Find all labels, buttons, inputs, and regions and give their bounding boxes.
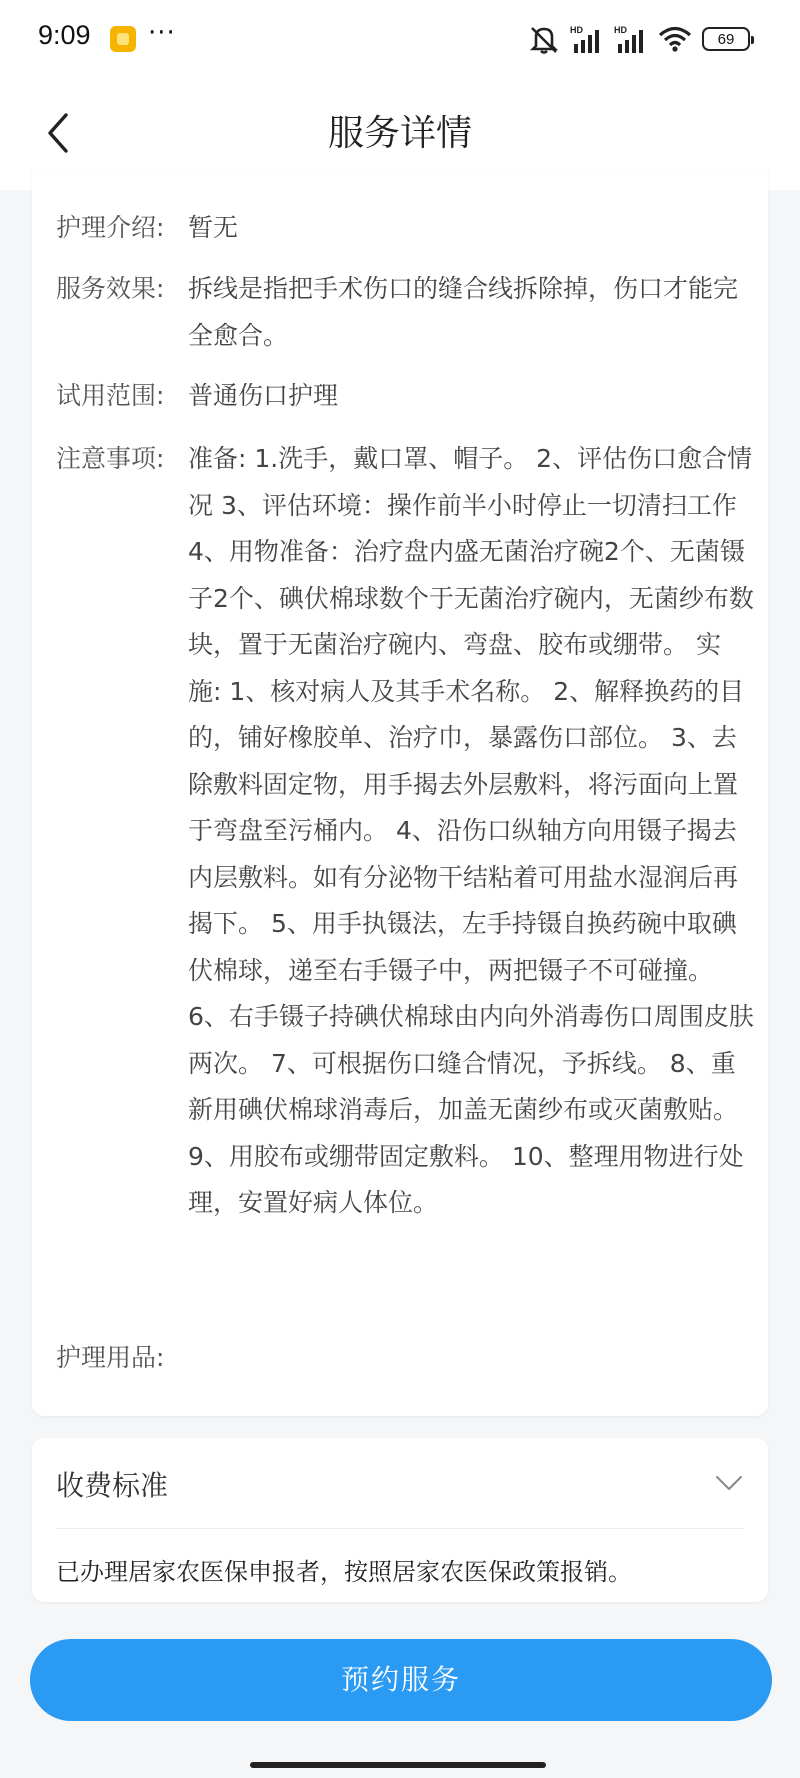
detail-label: 护理用品:: [56, 1343, 165, 1372]
page-title: 服务详情: [327, 113, 472, 154]
detail-label: 服务效果:: [56, 274, 165, 303]
hd-signal-icon: [614, 24, 648, 54]
wifi-icon: [658, 25, 692, 53]
fee-title: 收费标准: [56, 1469, 169, 1502]
status-bar: [0, 0, 800, 78]
notes-app-icon: [110, 26, 136, 52]
hd-signal-icon: [570, 24, 604, 54]
detail-value: 拆线是指把手术伤口的缝合线拆除掉，伤口才能完全愈合。: [188, 274, 739, 350]
hd-badge: HD: [614, 25, 627, 35]
detail-label: 试用范围:: [56, 381, 165, 410]
hd-badge: HD: [570, 25, 583, 35]
chevron-down-icon[interactable]: [714, 1468, 744, 1498]
battery-level: 69: [717, 30, 735, 48]
fee-header[interactable]: [56, 1438, 744, 1529]
detail-label: 注意事项:: [56, 444, 165, 473]
home-indicator[interactable]: [250, 1762, 546, 1768]
book-service-button[interactable]: 预约服务: [30, 1639, 772, 1721]
more-notifications-icon: ···: [148, 18, 176, 48]
fee-card: [32, 1438, 768, 1602]
service-detail-card: [32, 170, 768, 1416]
detail-label: 护理介绍:: [56, 213, 165, 242]
mute-icon: [528, 24, 560, 54]
fee-description: 已办理居家农医保申报者，按照居家农医保政策报销。: [56, 1558, 632, 1586]
detail-value: 准备: 1.洗手，戴口罩、帽子。 2、评估伤口愈合情况 3、评估环境：操作前半小时停止一切清扫工作 4、用物准备：治疗盘内盛无菌治疗碗2个、无菌镊子2个、碘伏棉球数个于无菌治疗碗内，无菌纱布数块，置于无菌治疗碗内、弯盘、胶布或绷带。 实施: 1、核对病人及其手术名称。 2、解释换药的目的，铺好橡胶单、治疗巾，暴露伤口部位。 3、去除敷料固定物，用手揭去外层敷料，将污面向上置于弯盘至污桶内。 4、沿伤口纵轴方向用镊子揭去内层敷料。如有分泌物干结粘着可用盐水湿润后再揭下。 5、用手执镊法，左手持镊自换药碗中取碘伏棉球，递至右手镊子中，两把镊子不可碰撞。 6、右手镊子持碘伏棉球由内向外消毒伤口周围皮肤两次。 7、可根据伤口缝合情况，予拆线。 8、重新用碘伏棉球消毒后，加盖无菌纱布或灭菌敷贴。 9、用胶布或绷带固定敷料。 10、整理用物进行处理，安置好病人体位。: [188, 444, 754, 1217]
status-icons: [528, 20, 750, 58]
detail-value: 普通伤口护理: [188, 381, 339, 410]
detail-value: 暂无: [188, 213, 239, 242]
battery-icon: [702, 27, 750, 51]
status-time: 9:09: [38, 20, 91, 50]
